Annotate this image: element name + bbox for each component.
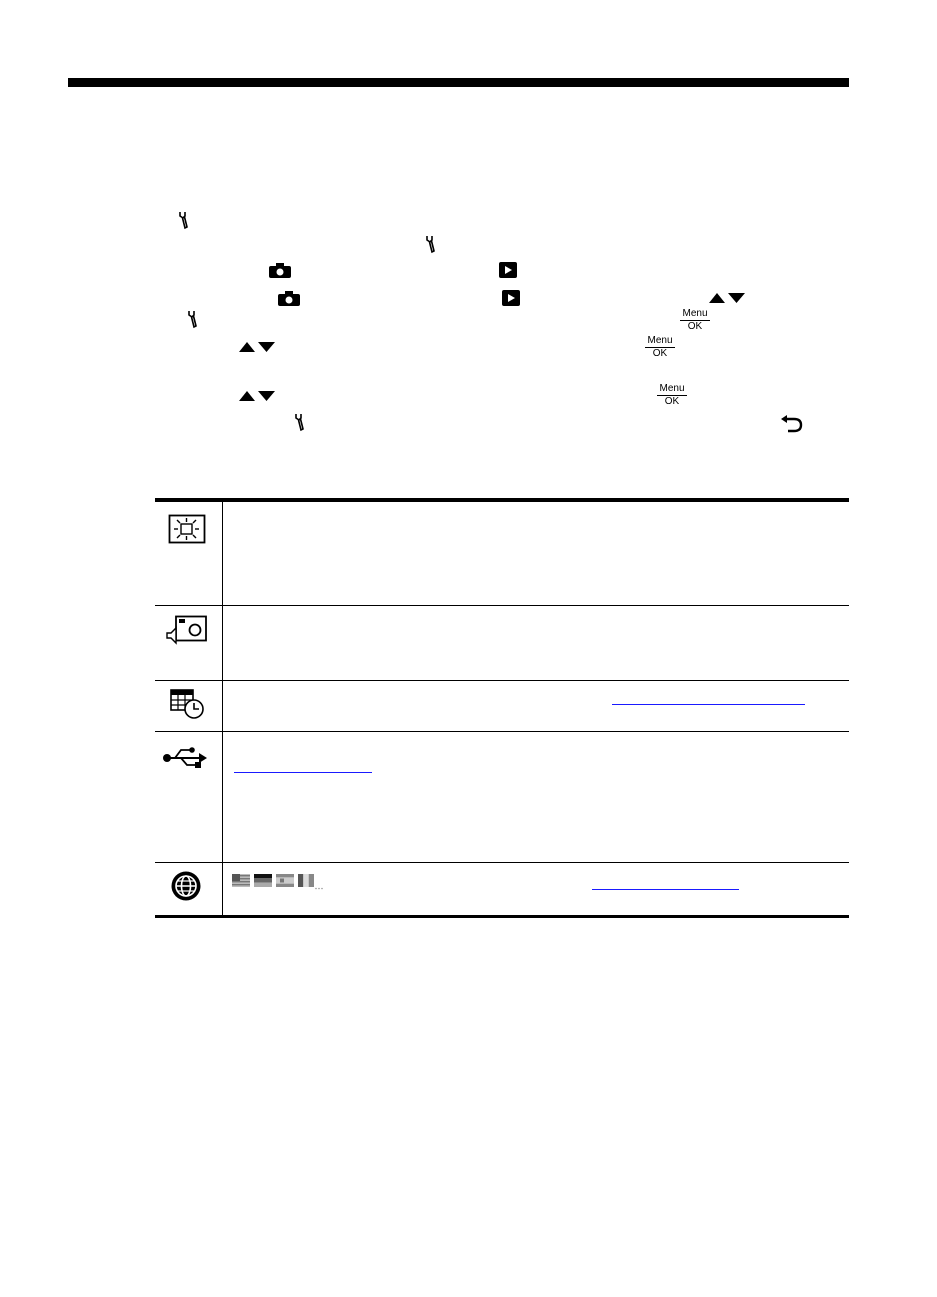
chapter-top-rule [68, 78, 849, 87]
flag-icon [298, 874, 314, 887]
wrench-icon [176, 210, 192, 230]
up-down-arrows-icon [708, 292, 746, 304]
table-top-rule [155, 498, 849, 502]
hyperlink-underline[interactable] [234, 772, 372, 773]
table-row-divider [155, 605, 849, 606]
display-brightness-icon [168, 514, 206, 544]
menu-ok-top-label: Menu [657, 384, 687, 396]
wrench-icon [185, 309, 201, 329]
playback-icon [501, 289, 521, 307]
hyperlink-underline[interactable] [592, 889, 739, 890]
hyperlink-underline[interactable] [612, 704, 805, 705]
date-time-icon [170, 688, 206, 720]
menu-ok-top-label: Menu [680, 309, 710, 321]
menu-ok-bottom-label: OK [664, 396, 680, 407]
wrench-icon [292, 412, 308, 432]
more-indicator-icon [315, 882, 323, 895]
menu-ok-bottom-label: OK [652, 348, 668, 359]
table-row-divider [155, 680, 849, 681]
menu-ok-bottom-label: OK [687, 321, 703, 332]
menu-ok-top-label: Menu [645, 336, 675, 348]
language-globe-icon [170, 870, 202, 902]
wrench-icon [423, 234, 439, 254]
back-icon [780, 415, 804, 433]
camera-sounds-icon [166, 615, 208, 645]
menu-ok-icon [657, 384, 687, 407]
flag-icon [254, 874, 272, 887]
table-row-divider [155, 731, 849, 732]
menu-ok-icon [680, 309, 710, 332]
playback-icon [498, 261, 518, 279]
flag-icon [276, 874, 294, 887]
table-column-divider [222, 501, 223, 916]
table-row-divider [155, 862, 849, 863]
table-bottom-rule [155, 915, 849, 918]
camera-icon [277, 290, 301, 307]
flag-icon [232, 874, 250, 887]
menu-ok-icon [645, 336, 675, 359]
camera-icon [268, 262, 292, 279]
usb-icon [162, 746, 208, 770]
up-down-arrows-icon [238, 341, 276, 353]
up-down-arrows-icon [238, 390, 276, 402]
